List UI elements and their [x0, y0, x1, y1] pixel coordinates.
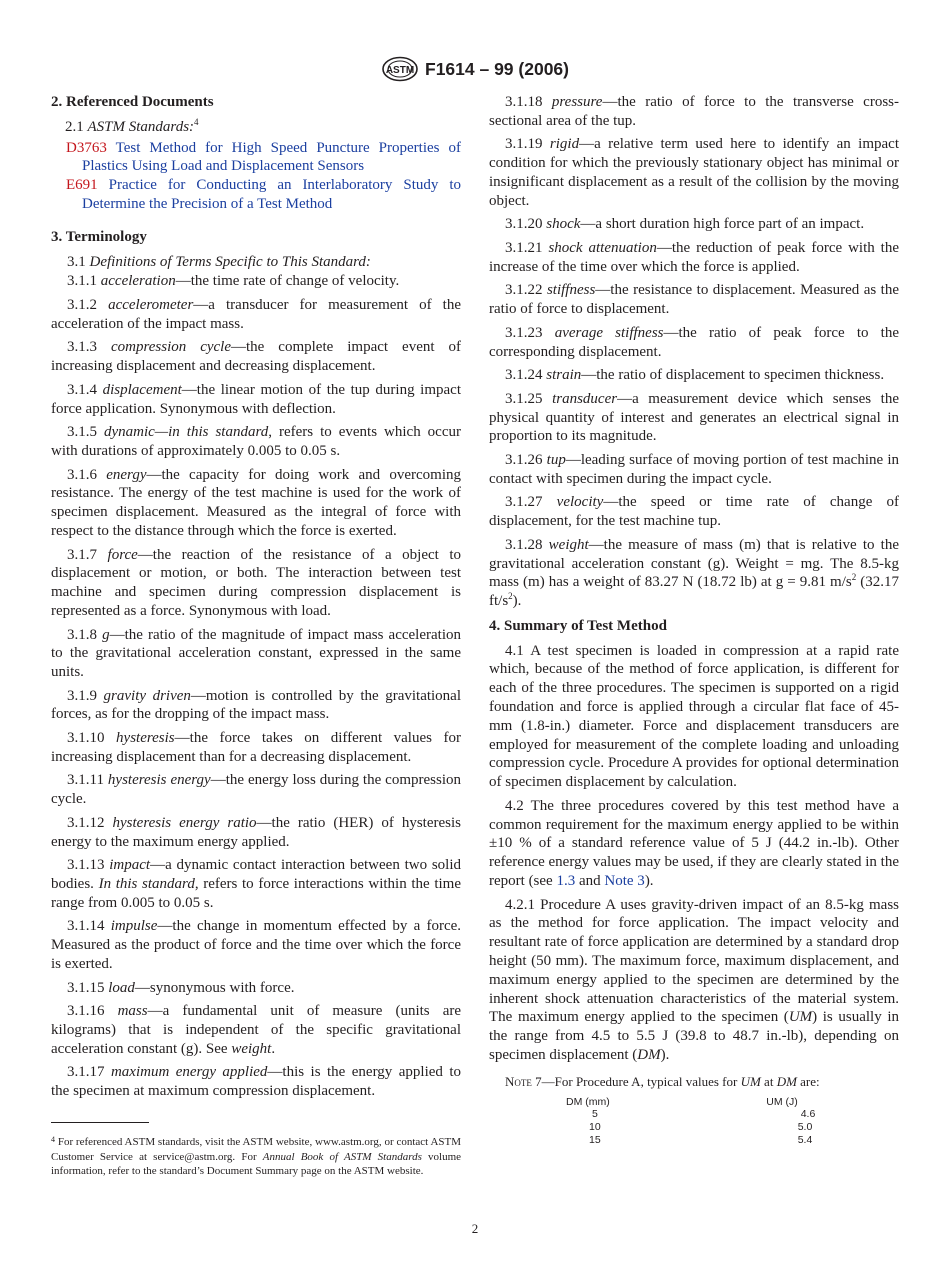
section-4-heading: 4. Summary of Test Method — [489, 617, 667, 634]
table-header-row — [538, 1096, 838, 1109]
right-column — [489, 93, 899, 1146]
term-3-1-14: 3.1.14 impulse—the change in momentum effected by a force. Measured as the product of force and the time over which the force is exerted. — [51, 918, 462, 973]
term-3-1-8: 3.1.8 g—the ratio of the magnitude of impact mass acceleration to the gravitational acceleration constant, expressed in the same units. — [51, 626, 461, 681]
note-7-table — [538, 1096, 838, 1147]
term-3-1-3: 3.1.3 compression cycle—the complete impact event of increasing displacement and decreasing displacement. — [51, 339, 461, 375]
link-note-3[interactable]: Note 3 — [604, 873, 645, 890]
table-row — [538, 1134, 838, 1147]
astm-logo-icon — [381, 56, 419, 87]
svg-text:ASTM: ASTM — [385, 65, 415, 76]
term-3-1-21: 3.1.21 shock attenuation—the reduction of peak force with the increase of the time over which the force is applied. — [489, 239, 900, 275]
footnote-4: $^4$ For referenced ASTM standards, visit the ASTM website, www.astm.org, or contact ASTM Customer Service at service@astm.org. For Annual Book of ASTM Standards volume information, refer to the standard’s Document Summary page on the ASTM website. — [51, 1135, 462, 1177]
term-3-1-17: 3.1.17 maximum energy applied—this is the energy applied to the specimen at maximum compression displacement. — [51, 1064, 461, 1100]
term-3-1-16: 3.1.16 mass—a fundamental unit of measure (units are kilograms) that is independent of the specific gravitational acceleration constant (g). See weight. — [51, 1003, 462, 1057]
table-cell: 4.6 — [800, 1108, 816, 1121]
term-3-1-1: 3.1.1 acceleration—the time rate of change of velocity. — [67, 273, 400, 290]
term-3-1-20: 3.1.20 shock—a short duration high force part of an impact. — [505, 216, 865, 233]
term-3-1-18: 3.1.18 pressure—the ratio of force to the transverse cross-sectional area of the tup. — [489, 94, 899, 129]
page-number: 2 — [471, 1221, 479, 1236]
table-header-dm: DM (mm) — [566, 1095, 610, 1108]
table-cell: 10 — [589, 1121, 601, 1134]
term-3-1-22: 3.1.22 stiffness—the resistance to displacement. Measured as the ratio of force to displacement. — [489, 282, 899, 318]
term-3-1-19: 3.1.19 rigid—a relative term used here to identify an impact condition for which the previously stationary object has minimal or insignificant displacement as a result of the collision by the moving object. — [489, 136, 899, 209]
left-column — [51, 93, 461, 1106]
term-3-1-6: 3.1.6 energy—the capacity for doing work and overcoming resistance. The energy of the test machine is used for the work of specimen displacement. Measured as the integral of force with respect to the distance through which the force is exerted. — [51, 466, 461, 539]
page-header — [0, 56, 950, 87]
link-1-3[interactable]: 1.3 — [556, 873, 576, 890]
table-row — [538, 1121, 838, 1134]
paragraph-4-2: 4.2 The three procedures covered by this test method have a common requirement for the maximum energy applied to be within ±10 % of a standard reference value of 5 J (44.2 in.-lb). Other reference energy values may be used, if they are clearly stated in the report (see 1.3 and Note 3). — [489, 797, 899, 890]
table-header-um: UM (J) — [766, 1095, 798, 1108]
term-3-1-12: 3.1.12 hysteresis energy ratio—the ratio (HER) of hysteresis energy to the maximum energy applied. — [51, 814, 461, 850]
definitions-intro: 3.1 Definitions of Terms Specific to This Standard: — [67, 253, 371, 270]
table-cell: 15 — [589, 1133, 601, 1146]
term-3-1-15: 3.1.15 load—synonymous with force. — [67, 979, 295, 996]
designation: F1614 – 99 (2006) — [425, 59, 569, 79]
section-2-heading: 2. Referenced Documents — [51, 94, 214, 110]
term-3-1-13: 3.1.13 impact—a dynamic contact interaction between two solid bodies. In this standard, refers to force interactions within the time range from 0.005 to 0.05 s. — [51, 857, 462, 911]
table-row — [538, 1108, 838, 1121]
term-3-1-25: 3.1.25 transducer—a measurement device which senses the physical quantity of interest and generates an electrical signal in proportion to its magnitude. — [489, 390, 900, 445]
note-7: Note 7—For Procedure A, typical values for UM at DM are: — [505, 1073, 820, 1089]
term-3-1-2: 3.1.2 accelerometer—a transducer for measurement of the acceleration of the impact mass. — [51, 296, 461, 332]
term-3-1-28: 3.1.28 weight—the measure of mass (m) that is relative to the gravitational acceleration constant (g). Weight = mg. The 8.5-kg mass (m) has a weight of 83.27 N (18.72 lb) at g = 9.81 $m/s^2$ (32.17 $ft/s^2$). — [489, 536, 900, 610]
paragraph-4-1: 4.1 A test specimen is loaded in compression at a rapid rate which, because of the method of force application, is different for each of the three procedures. The specimen is supported on a rigid foundation and force is applied through a circular flat face of 45-mm (1.8-in.) diameter. Force and displacement transducers are employed for measurement of the complete loading and unloading compression cycle. Procedure A provides for optional determination of specimen displacement by calculation. — [489, 642, 899, 791]
term-3-1-4: 3.1.4 displacement—the linear motion of the tup during impact force application. Synonymous with deflection. — [51, 381, 462, 417]
paragraph-4-2-1: 4.2.1 Procedure A uses gravity-driven impact of an 8.5-kg mass as the method for force application. The impact velocity and resultant rate of force application are determined by a standard drop height (50 mm). The maximum force, maximum displacement, and maximum energy applied to the specimen are determined by the inherent shock attenuation characteristics of the material system. The maximum energy applied to the specimen (UM) is usually in the range from 4.5 to 5.5 J (39.8 to 48.7 in.-lb), depending on specimen displacement (DM). — [489, 896, 899, 1064]
reference-d3763[interactable]: D3763 Test Method for High Speed Puncture Properties of Plastics Using Load and Displacement Sensors — [66, 139, 461, 175]
term-3-1-23: 3.1.23 average stiffness—the ratio of peak force to the corresponding displacement. — [489, 324, 900, 360]
table-cell: 5 — [592, 1108, 598, 1121]
term-3-1-24: 3.1.24 strain—the ratio of displacement to specimen thickness. — [505, 367, 885, 384]
term-3-1-11: 3.1.11 hysteresis energy—the energy loss during the compression cycle. — [51, 772, 461, 808]
term-3-1-7: 3.1.7 force—the reaction of the resistance of a object to displacement or motion, or both. The interaction between test machine and specimen during compression displacement is represented as a force. Synonymous with load. — [51, 546, 462, 619]
term-3-1-10: 3.1.10 hysteresis—the force takes on different values for increasing displacement than for a decreasing displacement. — [51, 730, 461, 765]
section-3-heading: 3. Terminology — [51, 228, 147, 245]
term-3-1-5: 3.1.5 dynamic—in this standard, refers to events which occur with durations of approximately 0.005 to 0.05 s. — [51, 424, 461, 459]
term-3-1-26: 3.1.26 tup—leading surface of moving portion of test machine in contact with specimen during the impact cycle. — [489, 451, 899, 487]
term-3-1-9: 3.1.9 gravity driven—motion is controlled by the gravitational forces, as for the dropping of the impact mass. — [51, 687, 462, 723]
table-cell: 5.0 — [797, 1121, 813, 1134]
footnote-divider — [51, 1122, 149, 1123]
reference-e691[interactable]: E691 Practice for Conducting an Interlaboratory Study to Determine the Precision of a Test Method — [66, 177, 461, 212]
astm-standards-label: 2.1 ASTM Standards:$^4$ — [65, 116, 199, 135]
term-3-1-27: 3.1.27 velocity—the speed or time rate of change of displacement, for the test machine tup. — [489, 494, 900, 530]
table-cell: 5.4 — [797, 1133, 813, 1146]
